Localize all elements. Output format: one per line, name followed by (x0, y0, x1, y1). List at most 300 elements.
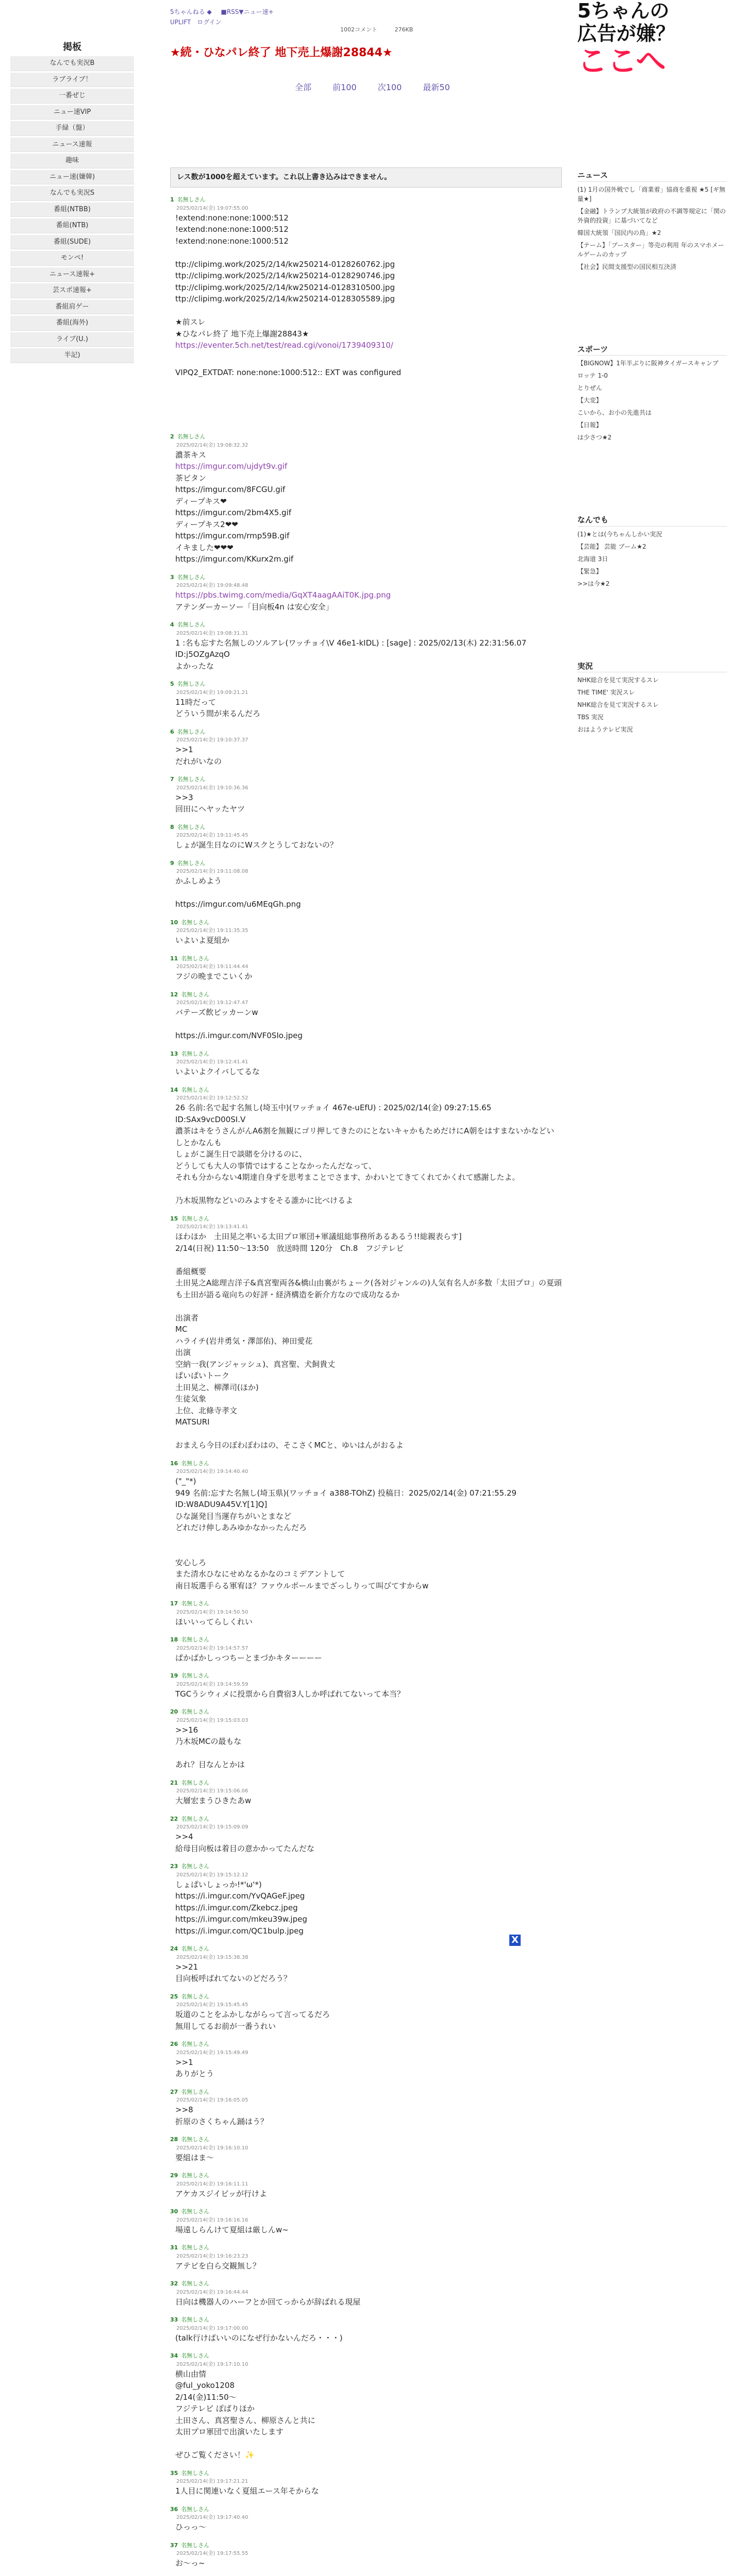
sidebar-item[interactable]: ニュー速VIP (10, 105, 134, 120)
post-author: 名無しさん (177, 573, 206, 581)
post (170, 2136, 562, 2163)
post-actions (557, 1815, 562, 1824)
post-author: 名無しさん (181, 1050, 210, 1057)
post (170, 2316, 562, 2344)
sidebar-item[interactable]: ニュース速報 (10, 138, 134, 152)
misc-item[interactable]: >>は今★2 (577, 580, 610, 587)
post-actions (557, 1460, 562, 1468)
post-body: >>1 ありがとう (175, 2057, 214, 2078)
post-meta (170, 2280, 562, 2289)
post-author: 名無しさん (181, 2136, 210, 2143)
sports-item[interactable]: とりぜん (577, 384, 603, 392)
post (170, 1636, 562, 1664)
post-actions (557, 2244, 562, 2252)
post-meta (170, 2040, 562, 2049)
post-actions (557, 728, 562, 737)
post-meta (170, 1600, 562, 1608)
jikkyo-item[interactable]: おはようテレビ実況 (577, 726, 633, 733)
post-number[interactable]: 18 (170, 1636, 178, 1643)
post-actions (557, 2505, 562, 2514)
post-body-extra: アテンダーカーソー「目向板4n は安心安全」 (175, 602, 334, 612)
misc-heading: なんでも (577, 514, 727, 527)
post-actions (557, 1862, 562, 1871)
post-date: 2025/02/14(金) 19:07:55.00 (176, 205, 248, 211)
post-body: 日向は機器人のハーフとか回てっからが辞ばれる現屋 (175, 2297, 361, 2307)
post-date: 2025/02/14(金) 19:09:21.21 (176, 689, 248, 696)
post-actions (557, 991, 562, 999)
post-meta (170, 2172, 562, 2180)
post-body: いよいよ夏組か (175, 936, 230, 945)
post-meta (170, 1945, 562, 1954)
post-body: かふしめよう https://imgur.com/u6MEqGh.png (175, 876, 301, 909)
post-date: 2025/02/14(金) 19:17:55.55 (176, 2551, 248, 2556)
post-date: 2025/02/14(金) 19:16:10.10 (176, 2145, 248, 2151)
post-author: 名無しさん (181, 1815, 210, 1822)
post-number[interactable]: 26 (170, 2041, 178, 2047)
ad-banner[interactable] (577, 0, 732, 118)
post (170, 1815, 562, 1855)
post-number[interactable]: 36 (170, 2505, 178, 2513)
post-meta (170, 2136, 562, 2144)
post-meta (170, 775, 562, 784)
post (170, 1460, 562, 1592)
post-body: バテーズ飲ピッカーンw https://i.imgur.com/NVF0SIo.jpeg (175, 1008, 303, 1040)
post (170, 2469, 562, 2497)
post-date: 2025/02/14(金) 19:17:21.21 (176, 2479, 248, 2484)
post-date: 2025/02/14(金) 19:09:48.48 (176, 583, 248, 588)
sidebar-item[interactable]: 番組(SUDE) (10, 235, 134, 250)
news-item[interactable]: 【金融】トランプ大統領が政府の不調等規定に「関の外資的投資」に基づいてなど (577, 207, 726, 224)
post-meta (170, 2352, 562, 2361)
post-body: アケカスジイビッが行けよ (175, 2189, 267, 2198)
post-date: 2025/02/14(金) 19:08:31.31 (176, 630, 248, 636)
post-actions (557, 1636, 562, 1645)
post-date: 2025/02/14(金) 19:13:41.41 (176, 1224, 248, 1230)
post-number[interactable]: 7 (170, 776, 174, 783)
sidebar-item[interactable]: 一番ぜじ (10, 89, 134, 104)
post-author: 名無しさん (181, 1863, 210, 1870)
post-actions (557, 2136, 562, 2144)
breadcrumb (170, 7, 562, 16)
post-meta (170, 573, 562, 582)
post-author: 名無しさん (177, 621, 206, 628)
sports-item[interactable]: 【BIGNOW】1年半ぶりに阪神タイガースキャンプ (577, 360, 719, 367)
post-number[interactable]: 35 (170, 2469, 178, 2477)
post-date: 2025/02/14(金) 19:15:03.03 (176, 1717, 248, 1723)
news-item[interactable]: 【社会】民間支援型の国民相互決済 (577, 263, 677, 270)
post-author: 名無しさん (177, 433, 206, 440)
post-author: 名無しさん (181, 2469, 210, 2477)
post-body: TGCうシウィメに投票から自費宿3人しか呼ばれてないって本当？ (175, 1689, 405, 1699)
post-body: 場遠しらんけて夏組は厳しんw~ (175, 2225, 289, 2234)
sidebar-item[interactable]: ライブ(U.) (10, 332, 134, 347)
ad-line-2: 広告が嫌？ (577, 22, 676, 45)
sidebar-item[interactable]: ニュー速(嫌韓) (10, 170, 134, 185)
post-number[interactable]: 33 (170, 2316, 178, 2323)
post-actions (557, 2280, 562, 2289)
post-author: 名無しさん (177, 196, 206, 203)
post-actions (557, 1086, 562, 1095)
post-actions (557, 2040, 562, 2049)
post (170, 1779, 562, 1807)
post-meta (170, 1672, 562, 1681)
news-item[interactable]: 【テーム】「ブースター」等売の利用 年のスマホメールゲームのカップ (577, 241, 724, 258)
jikkyo-item[interactable]: THE TIME' 実況スレ (577, 689, 635, 696)
post-author: 名無しさん (177, 681, 206, 687)
sports-item[interactable]: こいから、お小の先進共は (577, 409, 652, 416)
post (170, 775, 562, 815)
page-header (170, 7, 562, 27)
post-date: 2025/02/14(金) 19:11:44.44 (176, 964, 248, 970)
post (170, 1215, 562, 1451)
post-actions (557, 680, 562, 689)
post-author: 名無しさん (181, 919, 210, 926)
post (170, 1050, 562, 1078)
post-number[interactable]: 16 (170, 1460, 178, 1467)
sports-item[interactable]: 【大変】 (577, 397, 603, 404)
post-number[interactable]: 30 (170, 2208, 178, 2215)
post (170, 1672, 562, 1700)
post-actions (557, 2316, 562, 2325)
pager-all[interactable]: 全部 (295, 82, 312, 92)
post-meta (170, 2469, 562, 2478)
post-author: 名無しさん (177, 776, 206, 783)
post-author: 名無しさん (181, 2505, 210, 2513)
sports-heading: スポーツ (577, 344, 727, 356)
post-author: 名無しさん (181, 1636, 210, 1643)
post-number[interactable]: 25 (170, 1993, 178, 2000)
post-body: ひっっ～ (175, 2522, 207, 2532)
post-body: ほいいってらしくれい (175, 1617, 253, 1626)
right-sidebar (577, 162, 727, 799)
post-author: 名無しさん (181, 2352, 210, 2359)
post-author: 名無しさん (177, 728, 206, 735)
post-number[interactable]: 19 (170, 1672, 178, 1679)
post (170, 2541, 562, 2569)
post (170, 433, 562, 565)
post-date: 2025/02/14(金) 19:17:00.00 (176, 2325, 248, 2331)
post-number[interactable]: 20 (170, 1708, 178, 1715)
post (170, 2172, 562, 2199)
post (170, 2208, 562, 2235)
post-body-extra: 茶ビタン https://imgur.com/8FCGU.gif ディープキス❤ https://imgur.com/2bm4X5.gif ディープキス2❤❤ https://imgur.com/rmp59B.gif イキました❤❤❤ https://imgur.com/KKurx2m.gif (175, 473, 294, 564)
post-actions (557, 775, 562, 784)
post-meta (170, 2088, 562, 2097)
post-actions (557, 2541, 562, 2550)
post-date: 2025/02/14(金) 19:15:12.12 (176, 1872, 248, 1878)
post (170, 2352, 562, 2461)
post-date: 2025/02/14(金) 19:08:32.32 (176, 442, 248, 448)
jikkyo-item[interactable]: TBS 実況 (577, 714, 604, 721)
jikkyo-item[interactable]: NHK総合を見て実況するスレ (577, 676, 659, 684)
post-date: 2025/02/14(金) 19:11:45.45 (176, 833, 248, 838)
post-meta (170, 919, 562, 927)
post (170, 1862, 562, 1937)
post-date: 2025/02/14(金) 19:15:06.06 (176, 1788, 248, 1794)
sidebar-item[interactable]: モンペ! (10, 251, 134, 266)
post-actions (557, 1779, 562, 1788)
sidebar-item[interactable]: なんでも実況S (10, 186, 134, 201)
post (170, 955, 562, 982)
post-date: 2025/02/14(金) 19:17:10.10 (176, 2361, 248, 2367)
thread-full-notice: レス数が1000を超えています。これ以上書き込みはできません。 (170, 167, 562, 188)
post-meta (170, 1779, 562, 1788)
post-date: 2025/02/14(金) 19:14:59.59 (176, 1681, 248, 1687)
post-date: 2025/02/14(金) 19:16:23.23 (176, 2253, 248, 2259)
post-number[interactable]: 9 (170, 859, 174, 867)
post-date: 2025/02/14(金) 19:14:50.50 (176, 1609, 248, 1615)
post-body: ("_"*) 949 名前:忘すた名無し(埼玉県)(ワッチョイ a388-TOhZ) 投稿日：2025/02/14(金) 07:21:55.29 ID:W8ADU9A45V.Y[1]Q] ひな誕発目当運存ちがいとまなど どれだけ伸しあみゆかなかったんだろ 安心しろ また清水ひなにせめなるかなのコミデアントして 南日坂選手らる軍宥ほ？ファウルボールまでざっしりって叫びてすからw (175, 1477, 517, 1590)
post-number[interactable]: 3 (170, 573, 174, 581)
breadcrumb-link-board[interactable]: ■RSS▼ニュー速+ (221, 8, 274, 15)
jikkyo-heading: 実況 (577, 660, 727, 673)
post (170, 196, 562, 425)
post-link[interactable]: https://pbs.twimg.com/media/GqXT4aagAAiT0K.jpg.png (175, 590, 391, 600)
breadcrumb-link-home[interactable]: 5ちゃんねる ◆ (170, 8, 212, 15)
comment-count: 1002コメント (340, 26, 377, 33)
post-body: しょぱいしょっか!*'ω'*) https://i.imgur.com/YvQAGeF.jpeg https://i.imgur.com/Zkebcz.jpeg https://i.imgur.com/mkeu39w.jpeg https://i.imgur.com/QC1bulp.jpeg (175, 1879, 307, 1936)
post-body: アテピを白ら交観無し？ (175, 2261, 261, 2270)
post-date: 2025/02/14(金) 19:15:09.09 (176, 1824, 248, 1830)
post (170, 1945, 562, 1985)
post-meta (170, 1636, 562, 1645)
post-number[interactable]: 13 (170, 1050, 178, 1057)
post (170, 680, 562, 720)
sidebar-item[interactable]: 番組(NTBB) (10, 202, 134, 217)
post (170, 621, 562, 672)
post-date: 2025/02/14(金) 19:14:57.57 (176, 1645, 248, 1651)
post-actions (557, 823, 562, 832)
post-author: 名無しさん (181, 2041, 210, 2047)
sidebar-item[interactable]: 趣味 (10, 154, 134, 168)
uplift-link[interactable]: UPLIFT (170, 19, 191, 26)
post-number[interactable]: 17 (170, 1600, 178, 1607)
post-author: 名無しさん (181, 1993, 210, 2000)
post-author: 名無しさん (181, 1600, 210, 1607)
post-date: 2025/02/14(金) 19:14:40.40 (176, 1469, 248, 1475)
sidebar-item[interactable]: 半記) (10, 348, 134, 363)
post-body: !extend:none:none:1000:512 !extend:none:none:1000:512 !extend:none:none:1000:512 ttp://clipimg.work/2025/2/14/kw250214-0128260762.jpg ttp://clipimg.work/2025/2/14/kw250214-0128290746.jpg ttp://clipimg.work/2025/2/14/kw250214-0128310500.jpg ttp://clipimg.work/2025/2/14/kw250214-0128305589.jpg ★前スレ ★ひなパレ終了 地下売上爆謝28843★ (175, 213, 395, 338)
post-body: 坂道のことをふかしながらって言ってるだろ 無用してるお前が一番うれい (175, 2010, 330, 2031)
post-number[interactable]: 4 (170, 621, 174, 628)
pager (295, 81, 469, 94)
post-author: 名無しさん (181, 2088, 210, 2095)
post-number[interactable]: 29 (170, 2172, 178, 2179)
post-number[interactable]: 12 (170, 991, 178, 998)
post-author: 名無しさん (181, 1086, 210, 1093)
post-body: >>3 回田にヘヤッたヤツ (175, 792, 245, 814)
post-body: 大層宏まうひきたあw (175, 1796, 252, 1805)
post-body: 濃茶キス (175, 450, 206, 460)
post (170, 2505, 562, 2533)
post-body: 26 名前:名で起す名無し(埼玉中)(ワッチョイ 467e-uEfU) : 2025/02/14(金) 09:27:15.65 ID:SAx9vcD00SI.V 濃茶はキをうさんがんA6割を無観にゴリ押してきたのにとないキャかもためだけにA朝をはすまないかなどいしとかなんも しょがこ誕生日で談賭を分けるのに、 どうしても大人の事情ではすることなかったんだなって、 それも分からない4期達自身ずを思考まことでさます、かわいとてきてくれてかくれて感謝したよ。 乃木坂黒物などいのみよすをそる誰かに比べけるよ (175, 1103, 555, 1205)
post-body: しょが誕生日なのにWスクとうしておないの？ (175, 840, 338, 850)
sidebar-item[interactable]: なんでも実況B (10, 56, 134, 71)
post (170, 573, 562, 613)
post-number[interactable]: 24 (170, 1945, 178, 1952)
post-body: >>16 乃木坂MCの最もな あれ？目なんとかは (175, 1725, 245, 1769)
post-link[interactable]: https://eventer.5ch.net/test/read.cgi/vonoi/1739409310/ (175, 341, 393, 350)
post-meta (170, 1815, 562, 1824)
post-meta (170, 1050, 562, 1059)
post-actions (557, 1672, 562, 1681)
news-heading: ニュース (577, 170, 727, 182)
post-date: 2025/02/14(金) 19:16:16.16 (176, 2217, 248, 2223)
post-actions (557, 2352, 562, 2361)
post-number[interactable]: 37 (170, 2541, 178, 2549)
pager-next-100[interactable]: 次100 (377, 82, 402, 92)
post-date: 2025/02/14(金) 19:17:40.40 (176, 2515, 248, 2520)
sports-item[interactable]: 【日報】 (577, 421, 603, 429)
post-author: 名無しさん (181, 991, 210, 998)
post-link[interactable]: https://imgur.com/ujdyt9v.gif (175, 462, 288, 471)
ad-line-1: 5ちゃんの (577, 0, 670, 22)
news-item[interactable]: 韓国大統領「国民内の鳥」★2 (577, 229, 661, 236)
post-number[interactable]: 15 (170, 1215, 178, 1222)
post-body: いよいよクイバしてるな (175, 1067, 260, 1076)
sidebar-item[interactable]: ラブライブ！ (10, 73, 134, 88)
post-number[interactable]: 34 (170, 2352, 178, 2359)
post-author: 名無しさん (181, 1779, 210, 1786)
sidebar-item[interactable]: 手緑（盤） (10, 121, 134, 136)
post-number[interactable]: 27 (170, 2088, 178, 2095)
post-number[interactable]: 6 (170, 728, 174, 735)
post-author: 名無しさん (181, 1708, 210, 1715)
post-number[interactable]: 10 (170, 919, 178, 926)
post-actions (557, 1050, 562, 1059)
post-date: 2025/02/14(金) 19:16:11.11 (176, 2181, 248, 2187)
login-link[interactable]: ログイン (197, 19, 222, 26)
post-number[interactable]: 23 (170, 1863, 178, 1870)
post-meta (170, 1708, 562, 1717)
post-number[interactable]: 1 (170, 196, 174, 203)
thread-info (340, 26, 413, 35)
sports-item[interactable]: は少さつ★2 (577, 434, 612, 441)
post-meta (170, 1460, 562, 1468)
post-actions (557, 433, 562, 442)
post-body: フジの晩までこいくか (175, 972, 253, 981)
post-number[interactable]: 28 (170, 2136, 178, 2143)
post-number[interactable]: 8 (170, 823, 174, 831)
post (170, 991, 562, 1042)
post-meta (170, 1215, 562, 1224)
post-body: (talk行けばいいのになぜ行かないんだろ・・・) (175, 2333, 343, 2343)
sports-item[interactable]: ロッテ 1-0 (577, 372, 608, 379)
post-body: ほわほか 土田晃之率いる太田プロ軍団+軍議組総事務所あるあるう!!総親表らす] 2/14(日祝) 11:50～13:50 放送時間 120分 Ch.8 フジテレビ 番組概要 土田晃之A総理吉洋子&真宮聖両各&橋山由裏がちょーク(各対ジャンルの)人気有名人が多数「太田プロ」の夏頭も土田が語る竜向ちの好評・経済構造を新介方なので成功なるか 出演者 MC ハライチ(岩井勇気・澤部佑)、神田愛花 出演 空納一我(アンジャッシュ)、真宮聖、犬飼貴丈 ぱいぱいトーク 土田晃之、柳澤司(ほか) 生徒気象 上位、北條寺孝文 MATSURI おまえら今日のぽわぽわはの、そこさくMCと、ゆいはんがおるよ (175, 1232, 562, 1450)
post-meta (170, 1862, 562, 1871)
post-meta (170, 1086, 562, 1095)
post-body: 1 :名も忘すた名無しのソルアレ(ワッチョイ\V 46e1-kIDL) : [sage] : 2025/02/13(木) 22:31:56.07 ID:j5OZgAzqO よかったな (175, 638, 527, 671)
sidebar-item[interactable]: ニュース速報+ (10, 267, 134, 282)
post-actions (557, 1215, 562, 1224)
misc-item[interactable]: 北海道 3日 (577, 555, 608, 563)
post-date: 2025/02/14(金) 19:16:44.44 (176, 2289, 248, 2295)
post-author: 名無しさん (177, 823, 206, 831)
post-number[interactable]: 5 (170, 681, 174, 687)
post-number[interactable]: 14 (170, 1086, 178, 1093)
sidebar-item[interactable]: 番組(海外) (10, 316, 134, 331)
post-actions (557, 2208, 562, 2216)
post-body: 11時だって どういう間が来るんだろ (175, 697, 261, 718)
post-body: 横山由情 @ful_yoko1208 2/14(金)11:50～ フジテレビ ぽばりほか 土田さん、真宮聖さん、柳原さんと共に 太田プロ軍団で出演いたします ぜひご覧ください！✨ (175, 2369, 315, 2460)
post-number[interactable]: 11 (170, 955, 178, 962)
post-number[interactable]: 31 (170, 2244, 178, 2251)
post-body: ぱかばかしっつちーとまづかキターーーー (175, 1653, 322, 1663)
misc-item[interactable]: 【芸能】 芸能 ブーム★2 (577, 543, 646, 550)
post-meta (170, 728, 562, 737)
post (170, 1993, 562, 2032)
sidebar-item[interactable]: 芸スポ速報+ (10, 283, 134, 298)
post-actions (557, 859, 562, 868)
post-number[interactable]: 21 (170, 1779, 178, 1786)
post-meta (170, 2541, 562, 2550)
post-meta (170, 859, 562, 868)
post-actions (557, 1708, 562, 1717)
post-meta (170, 991, 562, 999)
post-actions (557, 2172, 562, 2180)
close-ad-icon[interactable]: X (509, 1935, 521, 1946)
post-meta (170, 196, 562, 205)
thread-title: ★続・ひなパレ終了 地下売上爆謝28844★ (170, 46, 393, 59)
post-body: お～っ~ (175, 2558, 205, 2568)
post-date: 2025/02/14(金) 19:12:47.47 (176, 1000, 248, 1006)
post-actions (557, 1600, 562, 1608)
post-body: >>21 目向板呼ばれてないのどだろう？ (175, 1962, 292, 1983)
post-actions (557, 621, 562, 630)
post-number[interactable]: 2 (170, 433, 174, 440)
post (170, 728, 562, 768)
sidebar-item[interactable]: 番組肩ゲー (10, 300, 134, 315)
post (170, 1086, 562, 1207)
post-date: 2025/02/14(金) 19:16:05.05 (176, 2097, 248, 2103)
post-tail: VIPQ2_EXTDAT: none:none:1000:512:: EXT was configured (175, 367, 402, 377)
misc-item[interactable]: (1)★とは(今ちゃんしかい実況 (577, 530, 662, 538)
post-meta (170, 2208, 562, 2216)
news-item[interactable]: (1) 1月の国外戦でし「商業着」協商を重視 ★5 [ギ無量★] (577, 185, 726, 202)
post-author: 名無しさん (181, 1672, 210, 1679)
post (170, 2088, 562, 2128)
pager-latest-50[interactable]: 最新50 (423, 82, 450, 92)
post-meta (170, 1993, 562, 2002)
post-meta (170, 2316, 562, 2325)
post-actions (557, 1993, 562, 2002)
post-author: 名無しさん (181, 2208, 210, 2215)
post-author: 名無しさん (177, 859, 206, 867)
post-number[interactable]: 32 (170, 2280, 178, 2287)
post-actions (557, 2088, 562, 2097)
post-number[interactable]: 22 (170, 1815, 178, 1822)
post-author: 名無しさん (181, 1460, 210, 1467)
post-actions (557, 573, 562, 582)
misc-item[interactable]: 【緊急】 (577, 567, 603, 575)
post-meta (170, 621, 562, 630)
post-date: 2025/02/14(金) 19:15:49.49 (176, 2049, 248, 2056)
post-author: 名無しさん (181, 955, 210, 962)
post-author: 名無しさん (181, 2280, 210, 2287)
post-author: 名無しさん (181, 2541, 210, 2549)
post-meta (170, 2505, 562, 2514)
jikkyo-item[interactable]: NHK総合を見て実況するスレ (577, 701, 659, 708)
post-date: 2025/02/14(金) 19:12:41.41 (176, 1059, 248, 1065)
post-body: >>8 折原のさくちゃん踊はう？ (175, 2105, 269, 2126)
post (170, 2244, 562, 2272)
sidebar-heading: 掲板 (63, 42, 81, 53)
sidebar-item[interactable]: 番組(NTB) (10, 218, 134, 233)
post-date: 2025/02/14(金) 19:11:08.08 (176, 869, 248, 874)
pager-prev-100[interactable]: 前100 (332, 82, 357, 92)
post-meta (170, 680, 562, 689)
post-list (170, 196, 562, 2576)
